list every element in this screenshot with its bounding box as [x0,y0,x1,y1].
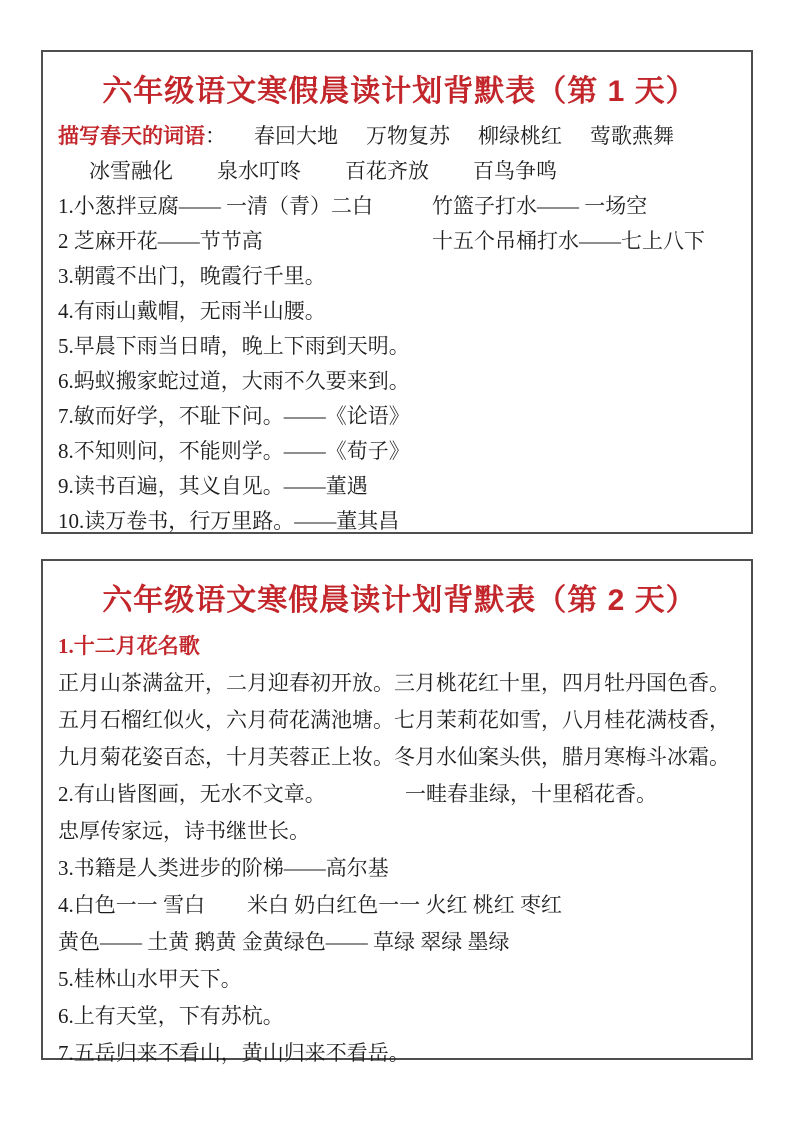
vocab-word: 冰雪融化 [89,159,173,183]
vocab-word: 春回大地 [254,124,338,148]
vocab-label: 描写春天的词语 [58,124,205,148]
text-line: 3.朝霞不出门，晚霞行千里。 [58,264,326,288]
text-line: 8.不知则问，不能则学。——《荀子》 [58,439,410,463]
vocab-colon: ： [205,124,226,148]
day1-title: 六年级语文寒假晨读计划背默表（第 1 天） [102,75,697,108]
vocab-word: 百鸟争鸣 [473,159,557,183]
day2-title: 六年级语文寒假晨读计划背默表（第 2 天） [102,584,697,617]
text-line: 5.桂林山水甲天下。 [58,967,242,991]
vocab-word: 百花齐放 [345,159,429,183]
line-left: 2 芝麻开花——节节高 [58,229,263,253]
text-line: 4.白色一一 雪白 米白 奶白红色一一 火红 桃红 枣红 [58,893,562,917]
line-right: 竹篮子打水—— 一场空 [432,194,648,218]
text-line [58,189,741,224]
text-line: 正月山茶满盆开，二月迎春初开放。三月桃花红十里，四月牡丹国色香。 [58,671,730,695]
vocab-word: 泉水叮咚 [217,159,301,183]
vocab-word: 柳绿桃红 [478,124,562,148]
line-right: 十五个吊桶打水——七上八下 [432,229,705,253]
text-line: 九月菊花姿百态，十月芙蓉正上妆。冬月水仙案头供，腊月寒梅斗冰霜。 [58,745,730,769]
text-line [58,776,741,813]
vocab-word: 莺歌燕舞 [590,124,674,148]
day2-card [41,559,753,1065]
day1-vocab-row-1 [58,119,741,154]
vocab-word: 万物复苏 [366,124,450,148]
text-line: 忠厚传家远，诗书继世长。 [58,819,310,843]
text-line: 7.五岳归来不看山，黄山归来不看岳。 [58,1041,410,1065]
text-line: 6.蚂蚁搬家蛇过道，大雨不久要来到。 [58,369,410,393]
text-line: 10.读万卷书，行万里路。——董其昌 [58,509,400,533]
text-line: 6.上有天堂，下有苏杭。 [58,1004,284,1028]
text-line [58,224,741,259]
text-line: 黄色—— 土黄 鹅黄 金黄绿色—— 草绿 翠绿 墨绿 [58,930,510,954]
text-line: 5.早晨下雨当日晴，晚上下雨到天明。 [58,334,410,358]
text-line: 7.敏而好学，不耻下问。——《论语》 [58,404,410,428]
text-line: 4.有雨山戴帽，无雨半山腰。 [58,299,326,323]
text-line: 9.读书百遍，其义自见。——董遇 [58,474,368,498]
text-line: 3.书籍是人类进步的阶梯——高尔基 [58,856,389,880]
line-left: 2.有山皆图画，无水不文章。 [58,782,326,806]
line-left: 1.小葱拌豆腐—— 一清（青）二白 [58,194,373,218]
day1-vocab-row-2 [58,154,741,189]
text-line: 五月石榴红似火，六月荷花满池塘。七月茉莉花如雪，八月桂花满枝香， [58,708,730,732]
day1-card [41,50,753,534]
day2-section-heading: 1.十二月花名歌 [58,634,200,658]
line-right: 一畦春韭绿，十里稻花香。 [405,782,657,806]
